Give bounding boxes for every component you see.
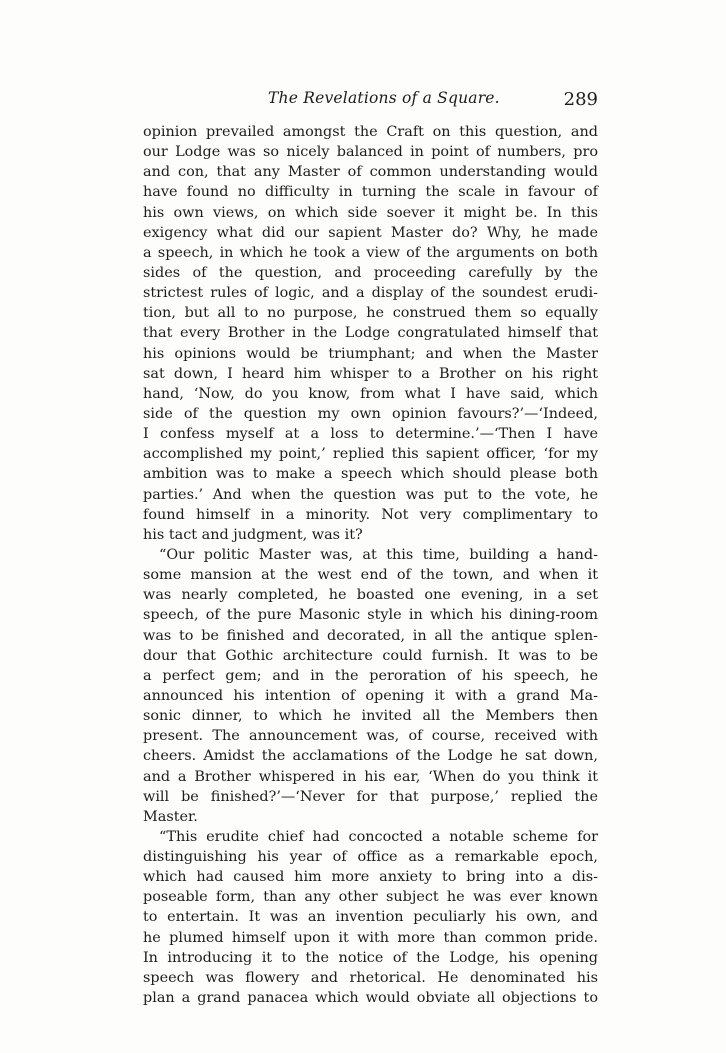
text-line: and con, that any Master of common understanding would (143, 164, 598, 181)
text-line: strictest rules of logic, and a display of the soundest erudi- (143, 285, 598, 302)
text-line: and a Brother whispered in his ear, ‘When do you think it (143, 768, 598, 785)
text-line: sides of the question, and proceeding carefully by the (143, 264, 598, 281)
text-line: “Our politic Master was, at this time, building a hand- (159, 546, 598, 563)
text-line: poseable form, than any other subject he was ever known (143, 889, 598, 906)
text-line: hand, ‘Now, do you know, from what I have said, which (143, 385, 598, 402)
text-line: was to be finished and decorated, in all the antique splen- (143, 627, 598, 644)
text-line: accomplished my point,’ replied this sapient officer, ‘for my (143, 446, 598, 463)
text-line: have found no difficulty in turning the scale in favour of (143, 184, 598, 201)
text-line: dour that Gothic architecture could furnish. It was to be (143, 647, 598, 664)
text-line: his tact and judgment, was it? (143, 526, 363, 543)
body-text (143, 122, 598, 1008)
text-line: he plumed himself upon it with more than common pride. (143, 929, 598, 946)
text-line: distinguishing his year of office as a remarkable epoch, (143, 849, 598, 866)
text-line: that every Brother in the Lodge congratulated himself that (143, 325, 598, 342)
text-line: a perfect gem; and in the peroration of his speech, he (143, 667, 598, 684)
text-line: was nearly completed, he boasted one evening, in a set (143, 587, 598, 604)
text-line: side of the question my own opinion favours?’—‘Indeed, (143, 405, 598, 422)
text-line: speech was flowery and rhetorical. He denominated his (143, 969, 598, 986)
text-line: his opinions would be triumphant; and when the Master (143, 345, 598, 362)
page-number: 289 (563, 89, 598, 110)
text-line: found himself in a minority. Not very complimentary to (143, 506, 598, 523)
running-title: The Revelations of a Square. (268, 89, 500, 107)
text-line: our Lodge was so nicely balanced in point of numbers, pro (143, 144, 598, 161)
text-line: exigency what did our sapient Master do? Why, he made (143, 224, 598, 241)
text-line: Master. (143, 808, 198, 825)
text-line: ambition was to make a speech which should please both (143, 466, 598, 483)
text-line: present. The announcement was, of course, received with (143, 728, 598, 745)
text-line: which had caused him more anxiety to bring into a dis- (143, 869, 598, 886)
text-line: parties.’ And when the question was put to the vote, he (143, 486, 598, 503)
text-line: sat down, I heard him whisper to a Brother on his right (143, 365, 598, 382)
text-line: In introducing it to the notice of the Lodge, his opening (143, 949, 598, 966)
text-line: tion, but all to no purpose, he construed them so equally (143, 305, 598, 322)
text-line: some mansion at the west end of the town, and when it (143, 567, 598, 584)
paragraph-2 (143, 545, 598, 827)
text-line: cheers. Amidst the acclamations of the Lodge he sat down, (143, 748, 598, 765)
text-line: to entertain. It was an invention peculiarly his own, and (143, 909, 598, 926)
text-line: announced his intention of opening it with a grand Ma- (143, 687, 598, 704)
text-line: a speech, in which he took a view of the arguments on both (143, 244, 598, 261)
text-line: sonic dinner, to which he invited all the Members then (143, 708, 598, 725)
text-line: plan a grand panacea which would obviate all objections to (143, 990, 598, 1007)
text-line: I confess myself at a loss to determine.’—‘Then I have (143, 426, 598, 443)
page-header (143, 89, 598, 111)
paragraph-1 (143, 122, 598, 545)
text-line: speech, of the pure Masonic style in which his dining-room (143, 607, 598, 624)
text-line: “This erudite chief had concocted a notable scheme for (159, 828, 598, 845)
text-line: will be finished?’—‘Never for that purpose,’ replied the (143, 788, 598, 805)
paragraph-3 (143, 827, 598, 1008)
text-line: opinion prevailed amongst the Craft on this question, and (143, 124, 598, 140)
text-line: his own views, on which side soever it might be. In this (143, 204, 598, 221)
